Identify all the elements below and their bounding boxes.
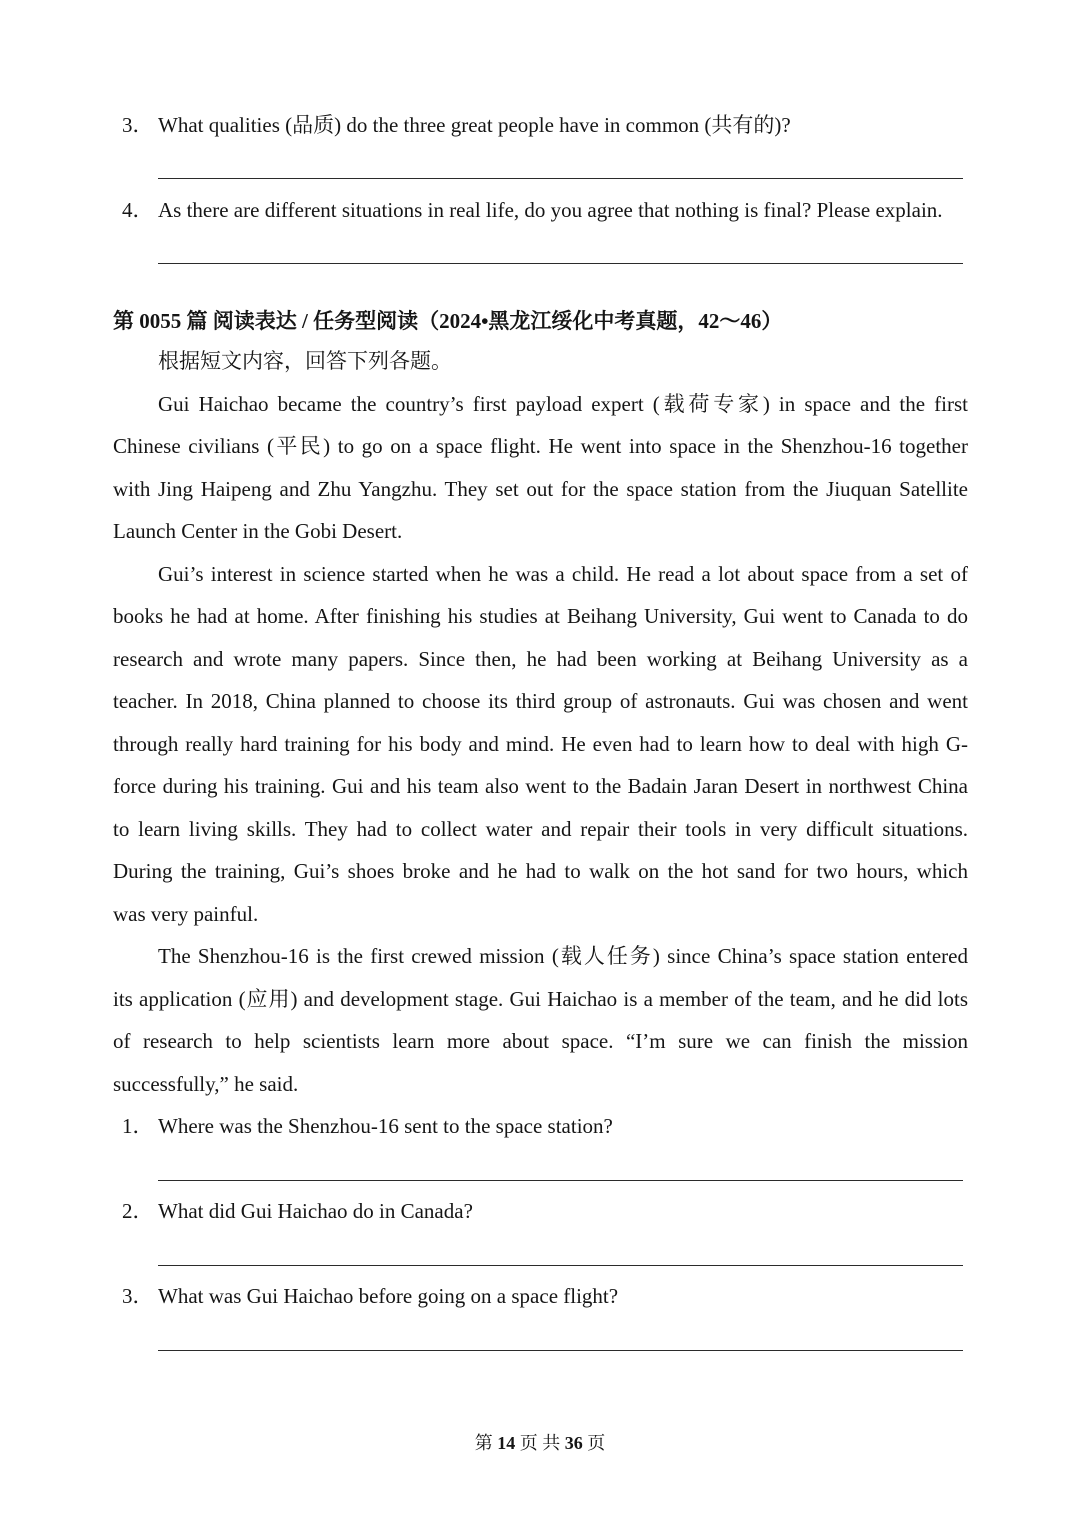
passage-paragraph — [113, 553, 968, 936]
passage-paragraph — [113, 935, 968, 1105]
passage-line: of research to help scientists learn more about space. “I’m sure we can finish the mission — [113, 1029, 968, 1054]
passage-line: successfully,” he said. — [113, 1071, 299, 1096]
passage-line: Launch Center in the Gobi Desert. — [113, 519, 403, 544]
footer-prefix: 第 — [474, 1433, 498, 1453]
section-heading: 第 0055 篇 阅读表达 / 任务型阅读（2024•黑龙江绥化中考真题，42～46） — [113, 309, 783, 333]
passage-line: was very painful. — [113, 901, 259, 926]
passage-line: through really hard training for his body and mind. He even had to learn how to deal with high G- — [113, 731, 968, 756]
passage-line: to learn living skills. They had to collect water and repair their tools in very difficult situations. — [113, 816, 968, 841]
section-instruction: 根据短文内容，回答下列各题。 — [158, 349, 452, 373]
passage-line: with Jing Haipeng and Zhu Yangzhu. They set out for the space station from the Jiuquan Satellite — [113, 476, 968, 501]
answer-line — [158, 263, 963, 264]
answer-line — [158, 178, 963, 179]
reading-passage — [113, 383, 968, 1106]
question-number: 1． — [122, 1114, 154, 1138]
question-text: Where was the Shenzhou-16 sent to the space station? — [158, 1114, 613, 1138]
question-item — [0, 1275, 1080, 1317]
answer-line — [158, 1180, 963, 1181]
passage-line: research and wrote many papers. Since then, he had been working at Beihang University as a — [113, 646, 968, 671]
passage-line: During the training, Gui’s shoes broke and he had to walk on the hot sand for two hours, which — [113, 859, 968, 884]
question-text: What qualities (品质) do the three great people have in common (共有的)? — [158, 113, 791, 137]
question-item — [0, 1190, 1080, 1232]
passage-line: Gui Haichao became the country’s first payload expert (载荷专家) in space and the first — [158, 391, 968, 416]
passage-line: Gui’s interest in science started when he was a child. He read a lot about space from a set of — [158, 561, 968, 586]
answer-line — [158, 1350, 963, 1351]
question-number: 4． — [122, 198, 154, 222]
passage-line: its application (应用) and development stage. Gui Haichao is a member of the team, and he did lots — [113, 986, 968, 1011]
question-number: 3． — [122, 113, 154, 137]
passage-line: The Shenzhou-16 is the first crewed mission (载人任务) since China’s space station entered — [158, 944, 968, 969]
footer-suffix: 页 — [582, 1433, 606, 1453]
passage-line: teacher. In 2018, China planned to choose its third group of astronauts. Gui was chosen and went — [113, 689, 968, 714]
passage-line: force during his training. Gui and his team also went to the Badain Jaran Desert in northwest China — [113, 774, 968, 799]
question-number: 3． — [122, 1284, 154, 1308]
footer-middle: 页 共 — [515, 1433, 565, 1453]
total-pages-number: 36 — [564, 1433, 583, 1453]
page-footer — [0, 1431, 1080, 1455]
question-item — [0, 189, 1080, 231]
question-text: As there are different situations in real life, do you agree that nothing is final? Please explain. — [158, 198, 943, 222]
question-text: What was Gui Haichao before going on a space flight? — [158, 1284, 619, 1308]
current-page-number: 14 — [497, 1433, 516, 1453]
question-item — [0, 1105, 1080, 1147]
answer-line — [158, 1265, 963, 1266]
question-text: What did Gui Haichao do in Canada? — [158, 1199, 473, 1223]
question-number: 2． — [122, 1199, 154, 1223]
question-item — [0, 104, 1080, 146]
passage-line: books he had at home. After finishing his studies at Beihang University, Gui went to Canada to do — [113, 604, 968, 629]
passage-paragraph — [113, 383, 968, 553]
passage-line: Chinese civilians (平民) to go on a space flight. He went into space in the Shenzhou-16 together — [113, 434, 968, 459]
